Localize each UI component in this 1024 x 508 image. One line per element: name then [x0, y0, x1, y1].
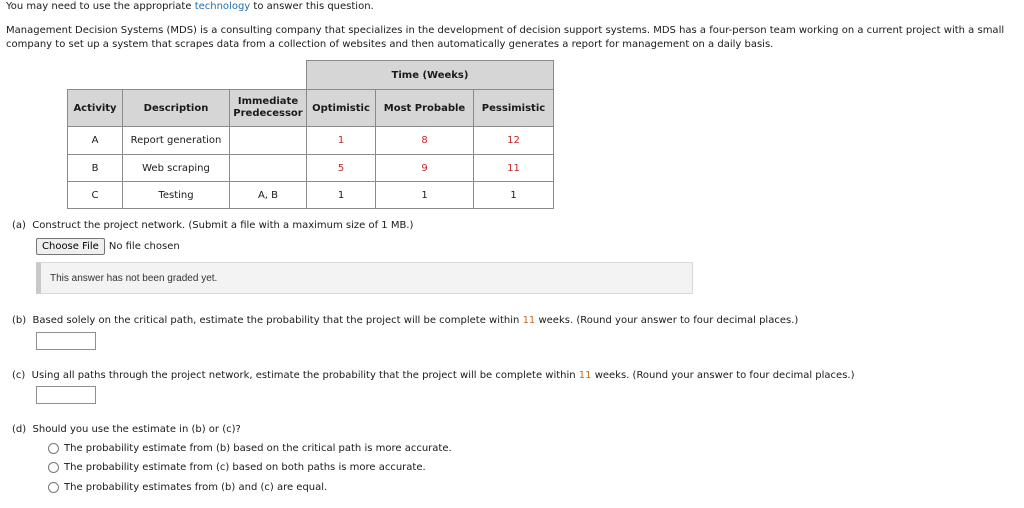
- cell-optimistic: 1: [307, 182, 376, 209]
- question-b-text: Based solely on the critical path, estimate the probability that the project will be complete within: [32, 315, 523, 326]
- question-b-weeks: 11: [522, 315, 536, 326]
- header-predecessor: Immediate Predecessor: [230, 90, 307, 127]
- cell-optimistic: 5: [307, 155, 376, 182]
- answer-b-input[interactable]: [36, 332, 96, 350]
- intro-text-before: You may need to use the appropriate: [6, 1, 195, 12]
- question-c-weeks: 11: [578, 370, 592, 381]
- cell-optimistic: 1: [307, 127, 376, 155]
- question-b: [12, 315, 798, 326]
- question-a: [12, 220, 413, 231]
- option-b-accurate[interactable]: [48, 443, 452, 454]
- cell-most-probable: 9: [376, 155, 474, 182]
- cell-pessimistic: 1: [474, 182, 554, 209]
- question-c-text-end: weeks. (Round your answer to four decimal places.): [591, 370, 855, 381]
- header-optimistic: Optimistic: [307, 90, 376, 127]
- file-status: No file chosen: [108, 241, 180, 252]
- cell-predecessor: [230, 127, 307, 155]
- question-c-text: Using all paths through the project network, estimate the probability that the project will be complete within: [31, 370, 579, 381]
- cell-description: Report generation: [123, 127, 230, 155]
- table-row: [68, 182, 554, 209]
- table-row: [68, 127, 554, 155]
- question-d-label: (d): [12, 424, 27, 435]
- choose-file-button[interactable]: Choose File: [36, 238, 105, 255]
- question-c: [12, 370, 855, 381]
- question-a-label: (a): [12, 220, 26, 231]
- option-label: The probability estimate from (c) based on both paths is more accurate.: [64, 462, 426, 473]
- activity-table: [67, 60, 554, 209]
- cell-predecessor: A, B: [230, 182, 307, 209]
- question-c-label: (c): [12, 370, 26, 381]
- question-d: [12, 424, 241, 435]
- question-d-text: Should you use the estimate in (b) or (c)?: [32, 424, 241, 435]
- question-b-label: (b): [12, 315, 27, 326]
- intro-text-after: to answer this question.: [250, 1, 374, 12]
- table-row: [68, 155, 554, 182]
- cell-pessimistic: 11: [474, 155, 554, 182]
- header-description: Description: [123, 90, 230, 127]
- radio-icon[interactable]: [48, 443, 59, 454]
- cell-description: Testing: [123, 182, 230, 209]
- cell-most-probable: 1: [376, 182, 474, 209]
- question-b-text-end: weeks. (Round your answer to four decimal places.): [535, 315, 799, 326]
- time-weeks-header: Time (Weeks): [307, 61, 554, 90]
- question-a-text: Construct the project network. (Submit a file with a maximum size of 1 MB.): [32, 220, 414, 231]
- cell-activity: A: [68, 127, 123, 155]
- header-activity: Activity: [68, 90, 123, 127]
- answer-c-input[interactable]: [36, 386, 96, 404]
- option-equal[interactable]: [48, 482, 327, 493]
- cell-description: Web scraping: [123, 155, 230, 182]
- cell-most-probable: 8: [376, 127, 474, 155]
- graded-notice: This answer has not been graded yet.: [36, 262, 693, 294]
- file-upload: [36, 238, 180, 255]
- radio-icon[interactable]: [48, 482, 59, 493]
- cell-activity: B: [68, 155, 123, 182]
- header-most-probable: Most Probable: [376, 90, 474, 127]
- technology-link[interactable]: technology: [194, 1, 251, 12]
- radio-icon[interactable]: [48, 462, 59, 473]
- cell-pessimistic: 12: [474, 127, 554, 155]
- problem-description: Management Decision Systems (MDS) is a consulting company that specializes in the development of decision support systems. MDS has a four-person team working on a current project with a small company to set up a system that scrapes data from a collection of websites and then automatically generates a report for management on a daily basis.: [6, 25, 1005, 50]
- option-label: The probability estimate from (b) based on the critical path is more accurate.: [64, 443, 452, 454]
- header-pessimistic: Pessimistic: [474, 90, 554, 127]
- cell-predecessor: [230, 155, 307, 182]
- intro-line: [6, 1, 374, 12]
- option-label: The probability estimates from (b) and (c) are equal.: [64, 482, 328, 493]
- option-c-accurate[interactable]: [48, 462, 426, 473]
- cell-activity: C: [68, 182, 123, 209]
